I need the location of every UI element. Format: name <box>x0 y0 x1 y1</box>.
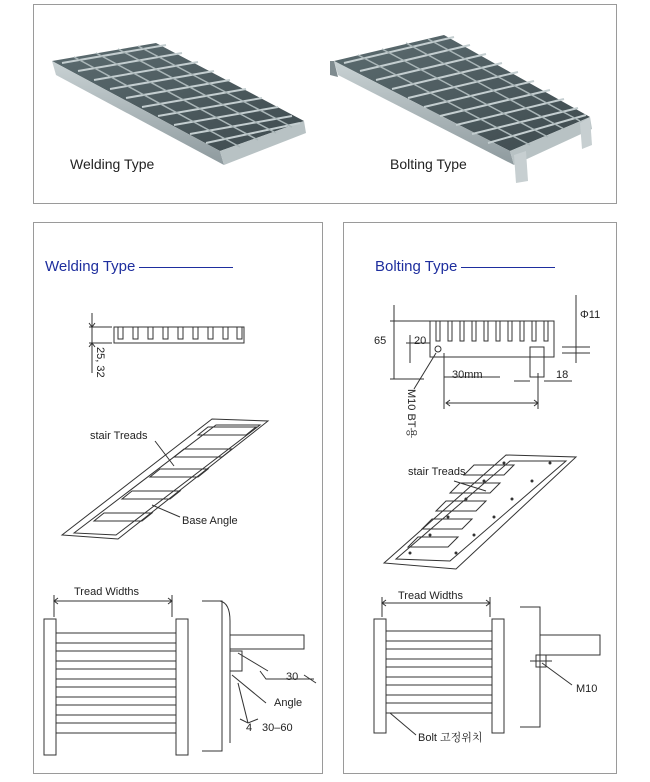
tread-widths-label: Tread Widths <box>398 590 464 602</box>
bolting-type-panel <box>343 222 617 774</box>
welding-drawings <box>34 223 324 775</box>
dim-phi11-label: Φ11 <box>580 309 601 321</box>
grating-profile-drawing <box>89 313 244 373</box>
bolting-photo-caption: Bolting Type <box>390 156 467 172</box>
stair-treads-label: stair Treads <box>90 430 148 442</box>
dim-30mm-label: 30mm <box>452 369 483 381</box>
dim-4-label: 4 <box>246 722 253 734</box>
dim-20-label: 20 <box>414 335 427 347</box>
bolt-profile-drawing <box>390 295 590 409</box>
dim-30-60-label: 30–60 <box>262 722 293 734</box>
bolting-grating-photo <box>34 5 618 205</box>
tread-plan-drawing <box>44 595 188 755</box>
bolt-tread-plan-drawing <box>374 597 504 735</box>
tread-widths-label: Tread Widths <box>74 586 140 598</box>
m10-label: M10 <box>576 683 598 695</box>
welding-heading-text: Welding Type <box>45 258 136 275</box>
photo-panel <box>33 4 617 204</box>
bolting-heading-text: Bolting Type <box>375 258 458 275</box>
angle-detail-drawing <box>202 601 316 751</box>
bolt-detail-drawing <box>520 607 600 727</box>
dim-65-label: 65 <box>374 335 387 347</box>
angle-label: Angle <box>274 697 303 709</box>
bolt-position-label: Bolt 고정위치 <box>418 732 483 744</box>
dim-30-label: 30 <box>286 671 299 683</box>
profile-dimension: 25, 32 <box>94 347 106 378</box>
bolt-spec-label: M10 BT용 <box>405 389 417 439</box>
welding-type-panel <box>33 222 323 774</box>
base-angle-label: Base Angle <box>182 515 238 527</box>
dim-18-label: 18 <box>556 369 569 381</box>
stair-treads-label: stair Treads <box>408 466 466 478</box>
welding-photo-caption: Welding Type <box>70 156 155 172</box>
